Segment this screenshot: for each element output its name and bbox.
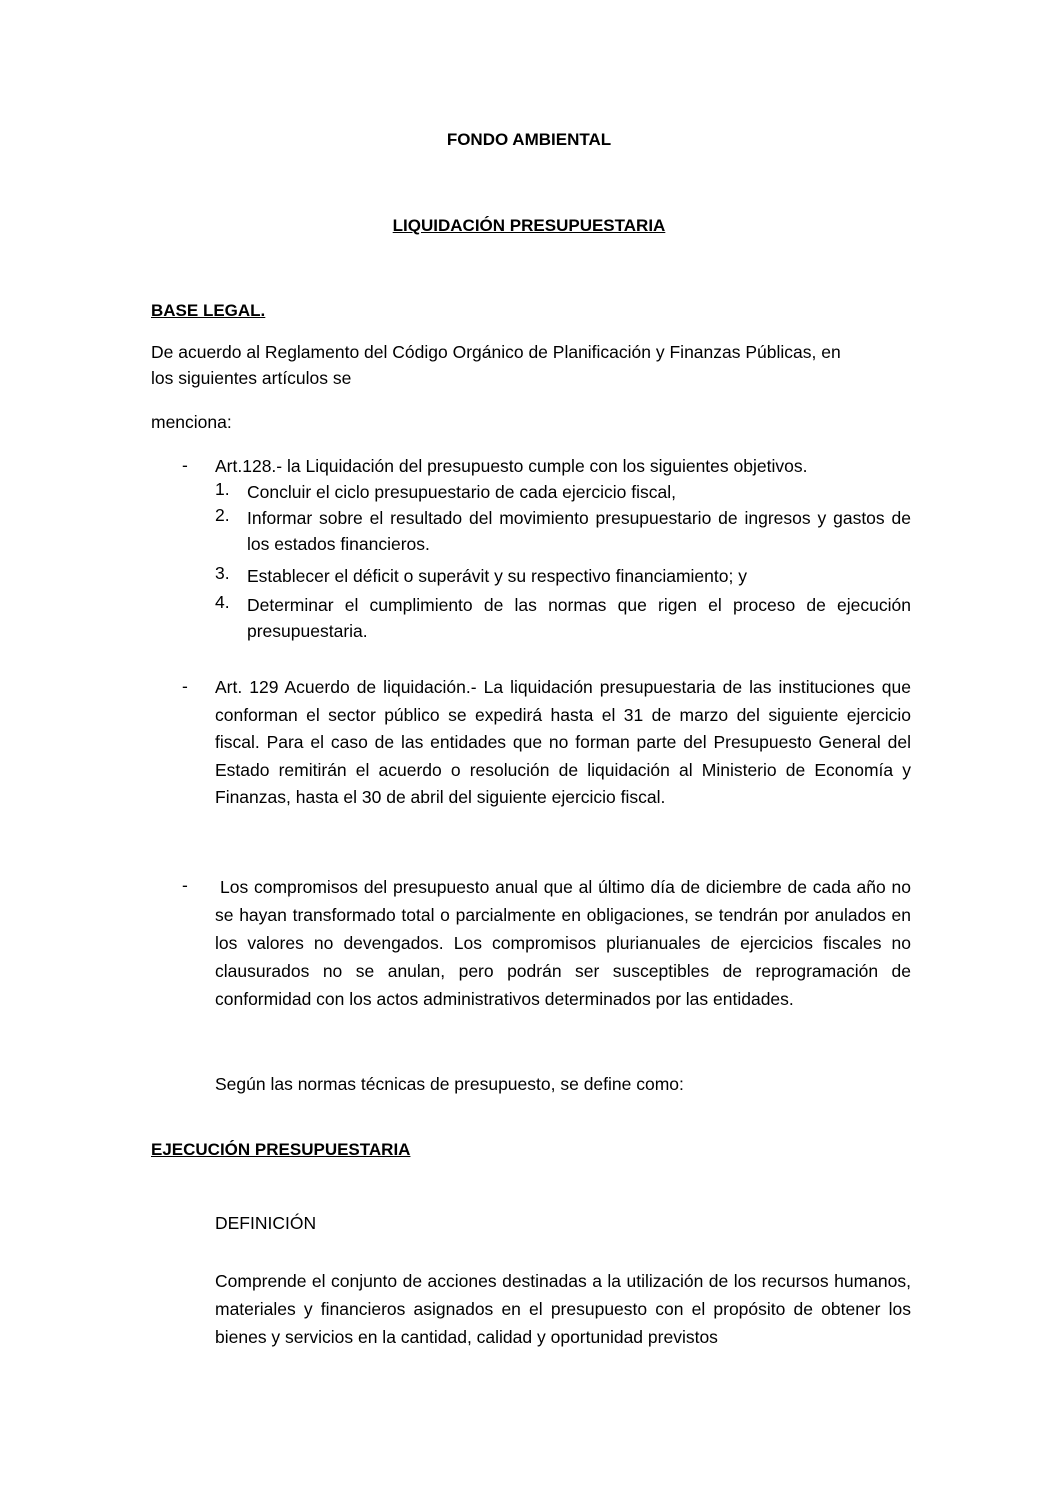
bullet-compromisos: Los compromisos del presupuesto anual que al último día de diciembre de cada año no se hayan transformado total o parcialmente en obligaciones, se tendrán por anulados en los valores no devengados. Los compromisos plurianuales de ejercicios fiscales no clausurados no se anulan, pero podrán ser susceptibles de reprogramación de conformidad con los actos administrativos determinados por las entidades.	[215, 877, 911, 1009]
list-number: 4.	[215, 592, 230, 612]
bullet-art-128: Art.128.- la Liquidación del presupuesto cumple con los siguientes objetivos.	[215, 456, 808, 476]
base-legal-intro	[151, 339, 911, 391]
list-item: Concluir el ciclo presupuestario de cada ejercicio fiscal,	[247, 482, 676, 502]
list-number: 3.	[215, 563, 230, 583]
bullet-dash: -	[182, 676, 188, 696]
bullet-art-129: Art. 129 Acuerdo de liquidación.- La liquidación presupuestaria de las instituciones que conforman el sector público se expedirá hasta el 31 de marzo del siguiente ejercicio fiscal. Para el caso de las entidades que no forman parte del Presupuesto General del Estado remitirán el acuerdo o resolución de liquidación al Ministerio de Economía y Finanzas, hasta el 30 de abril del siguiente ejercicio fiscal.	[215, 677, 911, 807]
document-subtitle: LIQUIDACIÓN PRESUPUESTARIA	[392, 216, 666, 235]
list-number: 1.	[215, 479, 230, 499]
intro-line-3: menciona:	[151, 412, 232, 432]
definicion-label: DEFINICIÓN	[215, 1213, 317, 1233]
list-item: Establecer el déficit o superávit y su respectivo financiamiento; y	[247, 566, 747, 586]
base-legal-heading: BASE LEGAL.	[151, 301, 266, 320]
list-item: Informar sobre el resultado del movimiento presupuestario de ingresos y gastos de los estados financieros.	[247, 508, 911, 554]
intro-line-2: los siguientes artículos se	[151, 368, 352, 388]
list-item: Determinar el cumplimiento de las normas que rigen el proceso de ejecución presupuestaria.	[247, 595, 911, 641]
ejecucion-heading: EJECUCIÓN PRESUPUESTARIA	[151, 1140, 411, 1159]
bullet-dash: -	[182, 875, 188, 895]
definicion-text: Comprende el conjunto de acciones destinadas a la utilización de los recursos humanos, materiales y financieros asignados en el presupuesto con el propósito de obtener los bienes y servicios en la cantidad, calidad y oportunidad previstos	[215, 1271, 911, 1347]
list-number: 2.	[215, 505, 230, 525]
normas-intro: Según las normas técnicas de presupuesto, se define como:	[215, 1074, 684, 1094]
bullet-dash: -	[182, 455, 188, 475]
intro-line-1: De acuerdo al Reglamento del Código Orgánico de Planificación y Finanzas Públicas, en	[151, 342, 841, 362]
document-title: FONDO AMBIENTAL	[446, 130, 612, 149]
